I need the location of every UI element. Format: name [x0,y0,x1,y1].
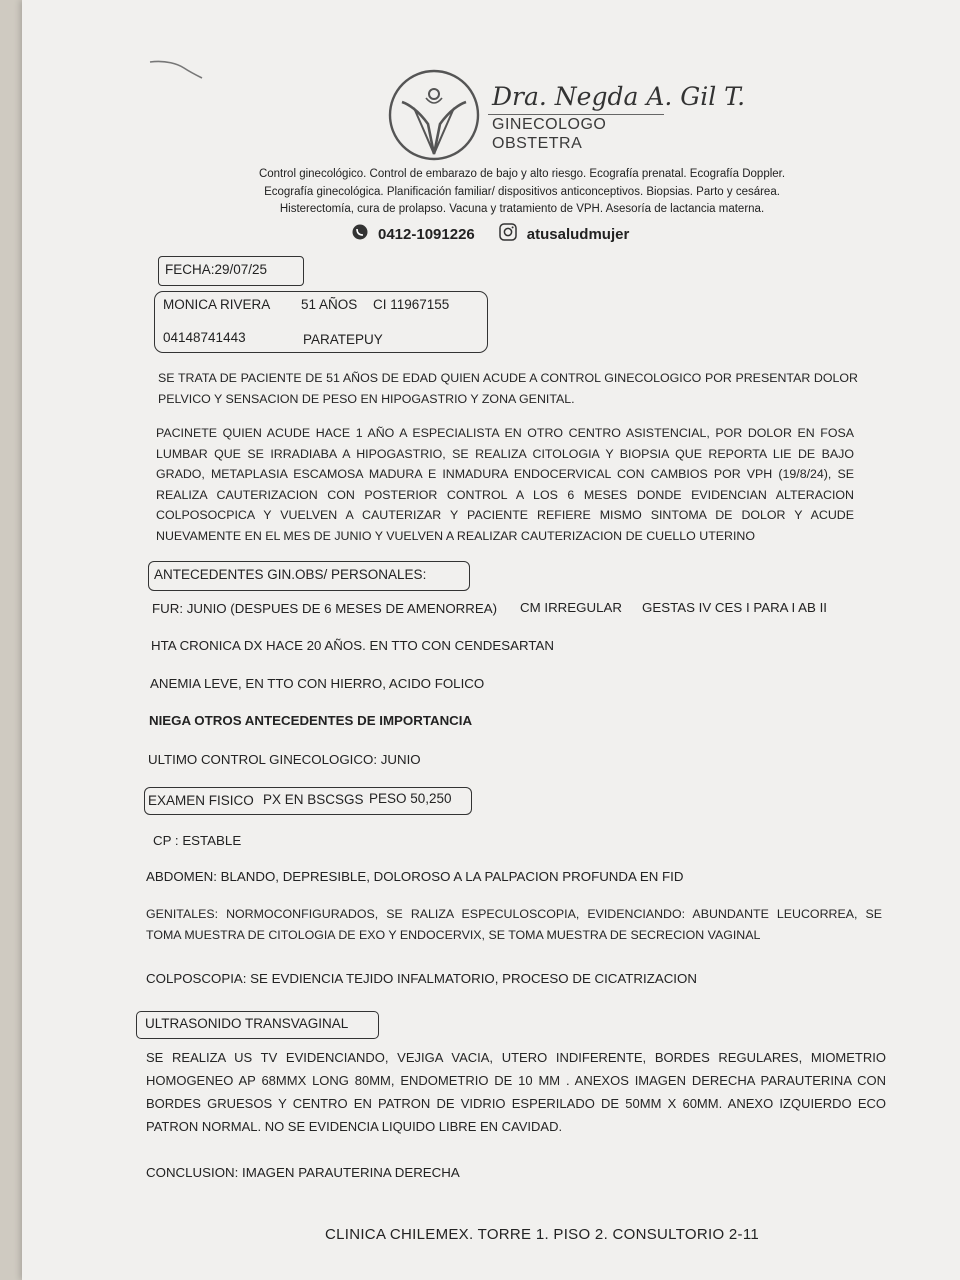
doctor-name: Dra. Negda A. Gil T. [492,82,746,111]
document-page [22,0,960,1280]
services-line-3: Histerectomía, cura de prolapso. Vacuna y tratamiento de VPH. Asesoría de lactancia materna. [279,203,765,215]
doctor-specialty-obstetrics: OBSTETRA [492,135,583,152]
services-list [202,166,842,219]
services-line-2: Ecografía ginecológica. Planificación familiar/ dispositivos anticonceptivos. Biopsias. Parto y cesárea. [264,185,780,198]
patient-phone: 04148741443 [163,330,246,345]
instagram-handle: atusaludmujer [526,225,630,243]
colposcopia-text: COLPOSCOPIA: SE EVDIENCIA TEJIDO INFALMATORIO, PROCESO DE CICATRIZACION [146,971,697,986]
clinic-address: CLINICA CHILEMEX. TORRE 1. PISO 2. CONSULTORIO 2-11 [324,1226,760,1243]
ultrasonido-text: SE REALIZA US TV EVIDENCIANDO, VEJIGA VACIA, UTERO INDIFERENTE, BORDES REGULARES, MIOMETRIO HOMOGENEO AP 68MMX LONG 80MM, ENDOMETRIO DE 10 MM . ANEXOS IMAGEN DERECHA PARAUTERINA CON BORDES GRUESOS Y CENTRO EN PATRON DE VIDRIO ESPERILADO DE 50MM X 60MM. ANEXO IZQUIERDO ECO PATRON NORMAL. NO SE EVIDENCIA LIQUIDO LIBRE EN CAVIDAD. [146,1050,886,1134]
name-underline [488,114,664,115]
cm-text: CM IRREGULAR [520,600,622,615]
anemia-text: ANEMIA LEVE, EN TTO CON HIERRO, ACIDO FOLICO [150,676,485,691]
patient-info-box [154,291,488,353]
conclusion-text: CONCLUSION: IMAGEN PARAUTERINA DERECHA [146,1165,460,1180]
abdomen-text: ABDOMEN: BLANDO, DEPRESIBLE, DOLOROSO A LA PALPACION PROFUNDA EN FID [146,869,684,884]
consult-date: FECHA:29/07/25 [165,262,268,277]
cp-text: CP : ESTABLE [153,833,242,848]
antecedentes-heading: ANTECEDENTES GIN.OBS/ PERSONALES: [154,567,427,582]
examen-heading: EXAMEN FISICO [148,793,254,808]
staple-mark [148,58,204,80]
doctor-specialty-gynecology: GINECOLOGO [492,116,607,133]
gestas-text: GESTAS IV CES I PARA I AB II [642,600,827,615]
examen-heading-box [144,787,472,815]
clinic-logo-icon [384,68,484,162]
genitales-text: GENITALES: NORMOCONFIGURADOS, SE RALIZA ESPECULOSCOPIA, EVIDENCIANDO: ABUNDANTE LEUCORREA, SE TOMA MUESTRA DE CITOLOGIA DE EXO Y ENDOCERVIX, SE TOMA MUESTRA DE SECRECION VAGINAL [146,907,882,942]
examen-peso: PESO 50,250 [369,791,452,806]
hta-text: HTA CRONICA DX HACE 20 AÑOS. EN TTO CON CENDESARTAN [151,638,554,653]
examen-px: PX EN BSCSGS [263,792,364,807]
services-line-1: Control ginecológico. Control de embarazo de bajo y alto riesgo. Ecografía prenatal. Ecografía Doppler. [258,168,786,180]
phone-number: 0412-1091226 [378,225,475,243]
instagram-icon [499,223,517,245]
ultrasonido-heading: ULTRASONIDO TRANSVAGINAL [145,1016,349,1031]
date-box [158,256,304,286]
whatsapp-icon [352,224,368,244]
patient-id: CI 11967155 [373,297,450,312]
patient-location: PARATEPUY [303,332,383,347]
history-paragraph-2: PACINETE QUIEN ACUDE HACE 1 AÑO A ESPECIALISTA EN OTRO CENTRO ASISTENCIAL, POR DOLOR EN FOSA LUMBAR QUE SE IRRADIABA A HIPOGASTRIO, SE REALIZA CITOLOGIA Y BIOPSIA QUE REPORTA LIE DE BAJO GRADO, METAPLASIA ESCAMOSA MADURA E INMADURA ENDOCERVICAL CON CAMBIOS POR VPH (19/8/24), SE REALIZA CAUTERIZACION CON POSTERIOR CONTROL A LOS 6 MESES DONDE EVIDENCIAN ALTERACION COLPOSOCPICA Y VUELVEN A CAUTERIZAR Y PACIENTE REFIERE MISMO SINTOMA DE DOLOR Y ACUDE NUEVAMENTE EN EL MES DE JUNIO Y VUELVEN A REALIZAR CAUTERIZACION DE CUELLO UTERINO [156,426,854,543]
ultimo-control-text: ULTIMO CONTROL GINECOLOGICO: JUNIO [148,752,421,767]
history-paragraph-1: SE TRATA DE PACIENTE DE 51 AÑOS DE EDAD QUIEN ACUDE A CONTROL GINECOLOGICO POR PRESENTAR DOLOR PELVICO Y SENSACION DE PESO EN HIPOGASTRIO Y ZONA GENITAL. [158,371,858,406]
ultrasonido-heading-box [136,1011,379,1039]
antecedentes-heading-box [148,561,470,591]
niega-text: NIEGA OTROS ANTECEDENTES DE IMPORTANCIA [149,713,473,728]
contact-bar [352,222,692,246]
patient-age: 51 AÑOS [301,297,358,312]
patient-name: MONICA RIVERA [163,297,271,312]
fur-text: FUR: JUNIO (DESPUES DE 6 MESES DE AMENORREA) [152,601,498,616]
